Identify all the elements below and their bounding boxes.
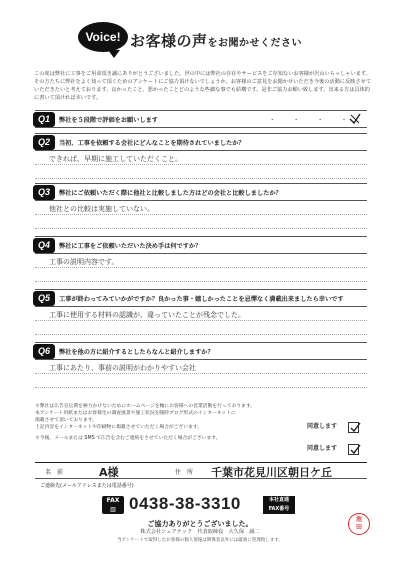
- question-number: Q5: [33, 291, 55, 306]
- consent-section: [35, 403, 367, 452]
- question-block-q1: [35, 110, 367, 128]
- title-main: お客様の声: [130, 32, 208, 50]
- name-label: 名 前: [45, 469, 64, 476]
- page-title: [130, 30, 302, 51]
- answer-line: 工事に使用する材料の認識が、違っていたことが残念でした。: [35, 307, 367, 321]
- company-text: 株式会社シェアテック 代表取締役 大久保 誠二: [140, 529, 260, 535]
- check-icon: [349, 444, 361, 456]
- question-header: [35, 289, 367, 307]
- consent-line: 本アンケート用紙またはお客様宅の調査風景や施工状況を随時ブログ形式のインターネットに: [35, 411, 236, 416]
- contact-label: ご連絡先(メールアドレスまたは電話番号): [40, 483, 134, 489]
- question-header: [35, 183, 367, 201]
- address-label: 住 所: [175, 469, 194, 476]
- question-number: Q6: [33, 344, 55, 359]
- customer-info-row: [35, 462, 367, 479]
- fax-number: 0438-38-3310: [129, 494, 241, 513]
- answer-line: [35, 165, 367, 179]
- question-header: [35, 342, 367, 360]
- agree-label-2: 同意します: [306, 445, 337, 452]
- fax-badge: [263, 496, 295, 514]
- question-text: 工事が終わってみていかがですか？良かった事・嬉しかったことを忌憚なく満載出来ましたら幸いです: [59, 295, 344, 303]
- privacy-text: 当アンケートで取得したお客様の個人情報は関係者以外には厳重に管理致します。: [117, 538, 283, 543]
- question-number: Q2: [33, 135, 55, 150]
- question-block-q5: [35, 289, 367, 335]
- question-number: Q3: [33, 185, 55, 200]
- address-value[interactable]: 千葉市花見川区朝日ケ丘: [211, 466, 332, 479]
- voice-bubble: Voice!: [78, 22, 128, 52]
- question-block-q3: [35, 183, 367, 229]
- thanks-text: ご協力ありがとうございました。: [147, 520, 253, 528]
- agree-label-1: 同意します: [306, 423, 337, 430]
- question-number: Q1: [33, 112, 55, 127]
- answer-line: [35, 215, 367, 229]
- answer-line: [35, 268, 367, 282]
- rating-check-icon: [349, 113, 361, 125]
- question-block-q4: [35, 236, 367, 282]
- consent-line: ＊弊社は広告宣伝費を極力かけないためにホームページを軸にお客様への営業活動を行っております。: [35, 404, 256, 409]
- consent-line: ＊今後、メールまたは SMS で広告を含むご連絡をさせていただく場合がございます。: [35, 436, 221, 441]
- answer-line: できれば、早期に施工していただくこと。: [35, 151, 367, 165]
- question-text: 当初、工事を依頼する会社にどんなことを期待されていましたか？: [59, 139, 245, 147]
- fax-badge-line: FAX番号: [268, 506, 290, 512]
- answer-line: 工事の説明内容です。: [35, 254, 367, 268]
- check-icon: [349, 422, 361, 434]
- answer-line: 他社との比較は実施していない。: [35, 201, 367, 215]
- question-header: [35, 236, 367, 254]
- answer-line: 工事にあたり、事前の説明がわかりやすい会社: [35, 360, 367, 374]
- seal-line: 田: [355, 524, 362, 531]
- consent-line: 掲載させて頂いております。: [35, 418, 97, 423]
- title-small: をお聞かせください: [207, 38, 303, 49]
- fax-row: [102, 496, 302, 516]
- fax-badge-line: 本社直通: [268, 497, 289, 503]
- question-text: 弊社にご依頼いただく際に他社と比較しました方はどの会社と比較しましたか？: [59, 189, 282, 197]
- agree-checkbox-1[interactable]: [348, 422, 359, 433]
- header: [78, 22, 378, 56]
- question-header: [35, 133, 367, 151]
- question-number: Q4: [33, 238, 55, 253]
- question-text: 弊社を５段階で評価をお願いします: [59, 116, 158, 124]
- agree-checkbox-2[interactable]: [348, 444, 359, 455]
- rating-marks: ・ ・ ・ ・: [269, 117, 355, 124]
- question-block-q2: [35, 133, 367, 179]
- seal-line: 池: [355, 516, 362, 523]
- intro-text: この度は弊社に工事をご用命頂き誠にありがとうございました。世の中には弊社の存在やサービスをご存知ないお客様が沢山いらっしゃいます。その方たちに弊社をよく知って頂くためのアンケートにご協力頂けないでしょうか。お客様のご意見をお聞かせいただき今後の活動に反映させていただきたいと考えております。良かったこと、悪かったことどのような些細な事でも結構です。是非ご協力お願い致します。出来る方は具体的に書いて頂ければ幸いです。: [34, 71, 371, 101]
- answer-line: [35, 321, 367, 335]
- name-seal-stamp: [348, 513, 370, 535]
- question-text: 弊社に工事をご依頼いただいた決め手は何ですか？: [59, 242, 202, 250]
- question-block-q6: [35, 342, 367, 388]
- question-text: 弊社を他の方に紹介するとしたらなんと紹介しますか？: [59, 348, 214, 356]
- answer-line: [35, 374, 367, 388]
- fax-icon-label: FAX: [106, 497, 120, 504]
- consent-line: 上記内容をインターネットや印刷物に掲載させていただく場合がございます。: [35, 425, 203, 430]
- fax-icon: FAX ▥: [102, 496, 124, 514]
- name-value[interactable]: A様: [99, 466, 119, 479]
